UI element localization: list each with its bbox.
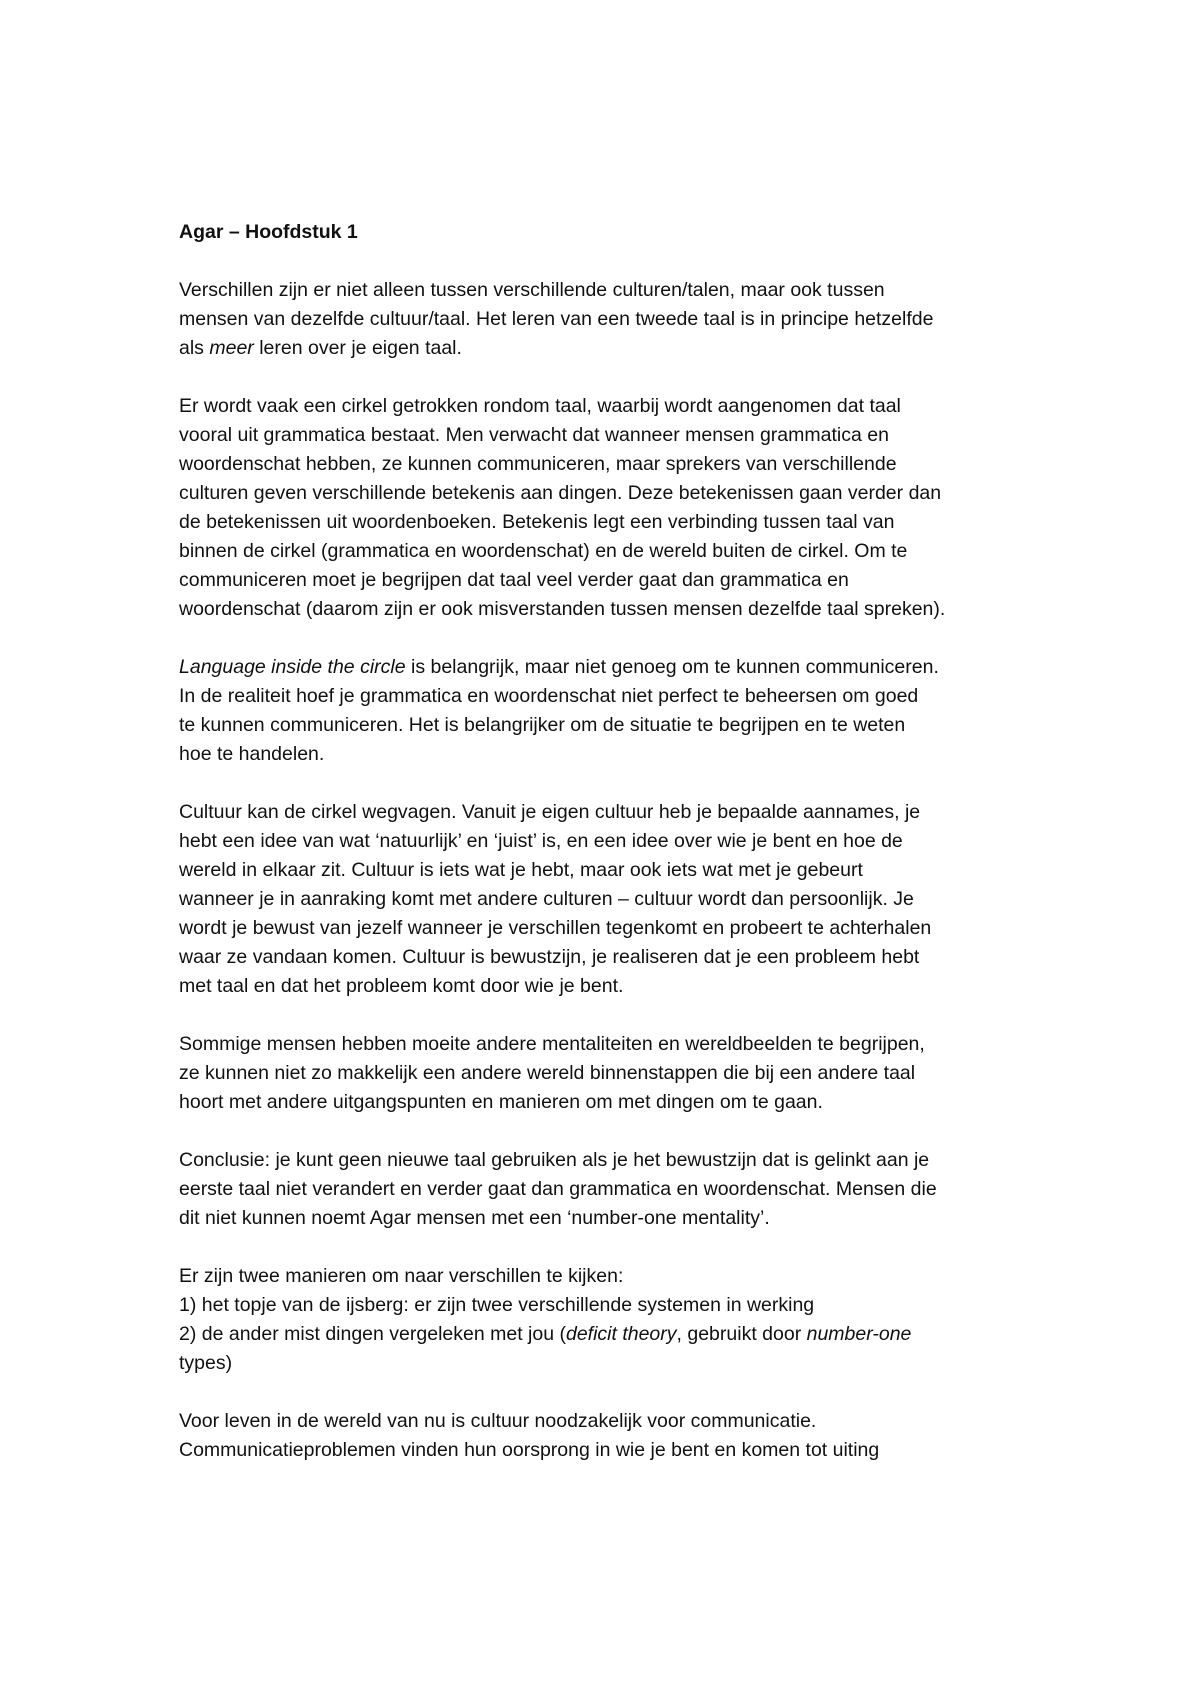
text-line bbox=[179, 972, 1059, 1001]
text-line bbox=[179, 1146, 1059, 1175]
text-run: communiceren moet je begrijpen dat taal veel verder gaat dan grammatica en bbox=[179, 569, 849, 591]
text-line bbox=[179, 1349, 1059, 1378]
text-line bbox=[179, 711, 1059, 740]
document-body bbox=[179, 218, 1059, 1465]
text-line bbox=[179, 305, 1059, 334]
text-run: is belangrijk, maar niet genoeg om te kunnen communiceren. bbox=[405, 656, 939, 678]
text-line bbox=[179, 450, 1059, 479]
paragraph bbox=[179, 392, 1059, 624]
text-line bbox=[179, 479, 1059, 508]
text-run: Sommige mensen hebben moeite andere mentaliteiten en wereldbeelden te begrijpen, bbox=[179, 1033, 925, 1055]
italic-text: number-one bbox=[806, 1323, 912, 1345]
paragraph bbox=[179, 1146, 1059, 1233]
text-line bbox=[179, 1407, 1059, 1436]
text-run: Voor leven in de wereld van nu is cultuur noodzakelijk voor communicatie. bbox=[179, 1410, 817, 1432]
text-run: types) bbox=[179, 1352, 233, 1374]
text-line bbox=[179, 856, 1059, 885]
text-run: hebt een idee van wat ‘natuurlijk’ en ‘juist’ is, en een idee over wie je bent en hoe de bbox=[179, 830, 903, 852]
text-line bbox=[179, 334, 1059, 363]
text-run: dit niet kunnen noemt Agar mensen met een ‘number-one mentality’. bbox=[179, 1207, 770, 1229]
text-run: 1) het topje van de ijsberg: er zijn twee verschillende systemen in werking bbox=[179, 1294, 815, 1316]
text-line bbox=[179, 537, 1059, 566]
text-line bbox=[179, 740, 1059, 769]
text-run: wordt je bewust van jezelf wanneer je verschillen tegenkomt en probeert te achterhalen bbox=[179, 917, 932, 939]
text-run: Communicatieproblemen vinden hun oorsprong in wie je bent en komen tot uiting bbox=[179, 1439, 880, 1461]
text-run: In de realiteit hoef je grammatica en woordenschat niet perfect te beheersen om goed bbox=[179, 685, 919, 707]
text-run: waar ze vandaan komen. Cultuur is bewustzijn, je realiseren dat je een probleem hebt bbox=[179, 946, 920, 968]
text-run: wanneer je in aanraking komt met andere culturen – cultuur wordt dan persoonlijk. Je bbox=[179, 888, 914, 910]
text-line bbox=[179, 1088, 1059, 1117]
document-title: Agar – Hoofdstuk 1 bbox=[179, 221, 358, 243]
paragraph bbox=[179, 1262, 1059, 1378]
text-run: met taal en dat het probleem komt door wie je bent. bbox=[179, 975, 624, 997]
text-line bbox=[179, 1262, 1059, 1291]
text-line bbox=[179, 885, 1059, 914]
italic-text: meer bbox=[209, 337, 254, 359]
paragraph bbox=[179, 1407, 1059, 1465]
text-run: de betekenissen uit woordenboeken. Betekenis legt een verbinding tussen taal van bbox=[179, 511, 895, 533]
text-line bbox=[179, 798, 1059, 827]
text-run: eerste taal niet verandert en verder gaat dan grammatica en woordenschat. Mensen die bbox=[179, 1178, 937, 1200]
text-line bbox=[179, 682, 1059, 711]
text-run: Cultuur kan de cirkel wegvagen. Vanuit je eigen cultuur heb je bepaalde aannames, je bbox=[179, 801, 921, 823]
text-line bbox=[179, 1436, 1059, 1465]
text-run: woordenschat (daarom zijn er ook misverstanden tussen mensen dezelfde taal spreken). bbox=[179, 598, 946, 620]
text-line bbox=[179, 1204, 1059, 1233]
text-run: te kunnen communiceren. Het is belangrijker om de situatie te begrijpen en te weten bbox=[179, 714, 906, 736]
text-run: 2) de ander mist dingen vergeleken met jou ( bbox=[179, 1323, 566, 1345]
text-line bbox=[179, 421, 1059, 450]
text-line bbox=[179, 595, 1059, 624]
text-line bbox=[179, 1059, 1059, 1088]
text-run: binnen de cirkel (grammatica en woordenschat) en de wereld buiten de cirkel. Om te bbox=[179, 540, 908, 562]
paragraph bbox=[179, 798, 1059, 1001]
paragraph bbox=[179, 653, 1059, 769]
text-run: culturen geven verschillende betekenis aan dingen. Deze betekenissen gaan verder dan bbox=[179, 482, 942, 504]
text-run: Conclusie: je kunt geen nieuwe taal gebruiken als je het bewustzijn dat is gelinkt aan je bbox=[179, 1149, 930, 1171]
text-run: mensen van dezelfde cultuur/taal. Het leren van een tweede taal is in principe hetzelfde bbox=[179, 308, 934, 330]
text-run: als bbox=[179, 337, 210, 359]
text-line bbox=[179, 392, 1059, 421]
text-run: Verschillen zijn er niet alleen tussen verschillende culturen/talen, maar ook tussen bbox=[179, 279, 885, 301]
text-run: vooral uit grammatica bestaat. Men verwacht dat wanneer mensen grammatica en bbox=[179, 424, 889, 446]
text-line bbox=[179, 914, 1059, 943]
text-line bbox=[179, 1320, 1059, 1349]
text-line bbox=[179, 827, 1059, 856]
text-line bbox=[179, 276, 1059, 305]
text-run: Er zijn twee manieren om naar verschillen te kijken: bbox=[179, 1265, 624, 1287]
text-run: leren over je eigen taal. bbox=[253, 337, 462, 359]
text-run: hoe te handelen. bbox=[179, 743, 325, 765]
text-run: hoort met andere uitgangspunten en manieren om met dingen om te gaan. bbox=[179, 1091, 823, 1113]
text-line bbox=[179, 943, 1059, 972]
text-line bbox=[179, 566, 1059, 595]
text-line bbox=[179, 1175, 1059, 1204]
text-line bbox=[179, 653, 1059, 682]
text-run: ze kunnen niet zo makkelijk een andere wereld binnenstappen die bij een andere taal bbox=[179, 1062, 916, 1084]
italic-text: Language inside the circle bbox=[179, 656, 406, 678]
italic-text: deficit theory bbox=[565, 1323, 677, 1345]
text-run: Er wordt vaak een cirkel getrokken rondom taal, waarbij wordt aangenomen dat taal bbox=[179, 395, 901, 417]
text-run: woordenschat hebben, ze kunnen communiceren, maar sprekers van verschillende bbox=[179, 453, 897, 475]
paragraph bbox=[179, 1030, 1059, 1117]
text-run: wereld in elkaar zit. Cultuur is iets wat je hebt, maar ook iets wat met je gebeurt bbox=[179, 859, 863, 881]
text-line bbox=[179, 1030, 1059, 1059]
text-line bbox=[179, 508, 1059, 537]
paragraph bbox=[179, 276, 1059, 363]
text-run: , gebruikt door bbox=[676, 1323, 807, 1345]
text-line bbox=[179, 1291, 1059, 1320]
